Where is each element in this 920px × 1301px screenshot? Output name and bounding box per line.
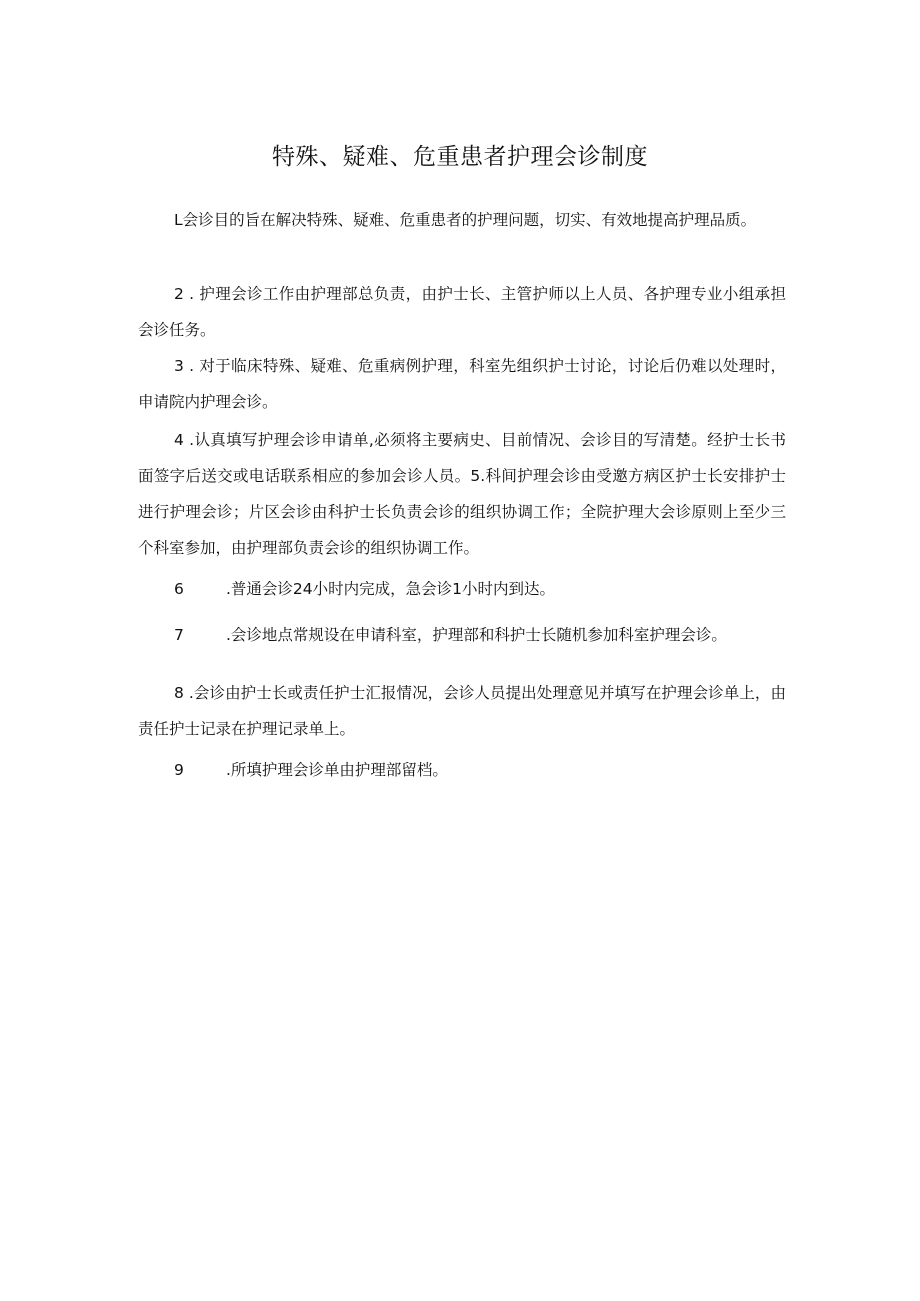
list-item (138, 348, 786, 420)
list-item (138, 422, 786, 566)
item-text: .所填护理会诊单由护理部留档。 (226, 761, 448, 779)
list-item (138, 276, 786, 348)
item-number: L (174, 211, 183, 229)
item-number: 6 (174, 580, 184, 598)
list-item (138, 752, 786, 788)
list-item (138, 571, 786, 607)
list-item (138, 202, 786, 238)
document-title: 特殊、疑难、危重患者护理会诊制度 (272, 144, 648, 170)
item-number: 9 (174, 761, 184, 779)
item-text: 会诊目的旨在解决特殊、疑难、危重患者的护理问题，切实、有效地提高护理品质。 (182, 211, 757, 229)
item-text: .会诊由护士长或责任护士汇报情况，会诊人员提出处理意见并填写在护理会诊单上，由责任护士记录在护理记录单上。 (138, 684, 786, 738)
item-text: .认真填写护理会诊申请单,必须将主要病史、目前情况、会诊目的写清楚。经护士长书面签字后送交或电话联系相应的参加会诊人员。5.科间护理会诊由受邀方病区护士长安排护士进行护理会诊；片区会诊由科护士长负责会诊的组织协调工作；全院护理大会诊原则上至少三个科室参加，由护理部负责会诊的组织协调工作。 (138, 431, 787, 557)
item-text: . 对于临床特殊、疑难、危重病例护理，科室先组织护士讨论，讨论后仍难以处理时，申请院内护理会诊。 (138, 357, 786, 411)
item-number: 7 (174, 626, 184, 644)
item-number: 3 (174, 357, 184, 375)
list-item (138, 675, 786, 747)
item-number: 4 (174, 431, 184, 449)
item-text: . 护理会诊工作由护理部总负责，由护士长、主管护师以上人员、各护理专业小组承担会诊任务。 (138, 285, 786, 339)
list-item (138, 617, 786, 653)
item-text: .会诊地点常规设在申请科室，护理部和科护士长随机参加科室护理会诊。 (226, 626, 727, 644)
item-number: 8 (174, 684, 184, 702)
item-number: 2 (174, 285, 184, 303)
item-text: .普通会诊24小时内完成，急会诊1小时内到达。 (226, 580, 556, 598)
